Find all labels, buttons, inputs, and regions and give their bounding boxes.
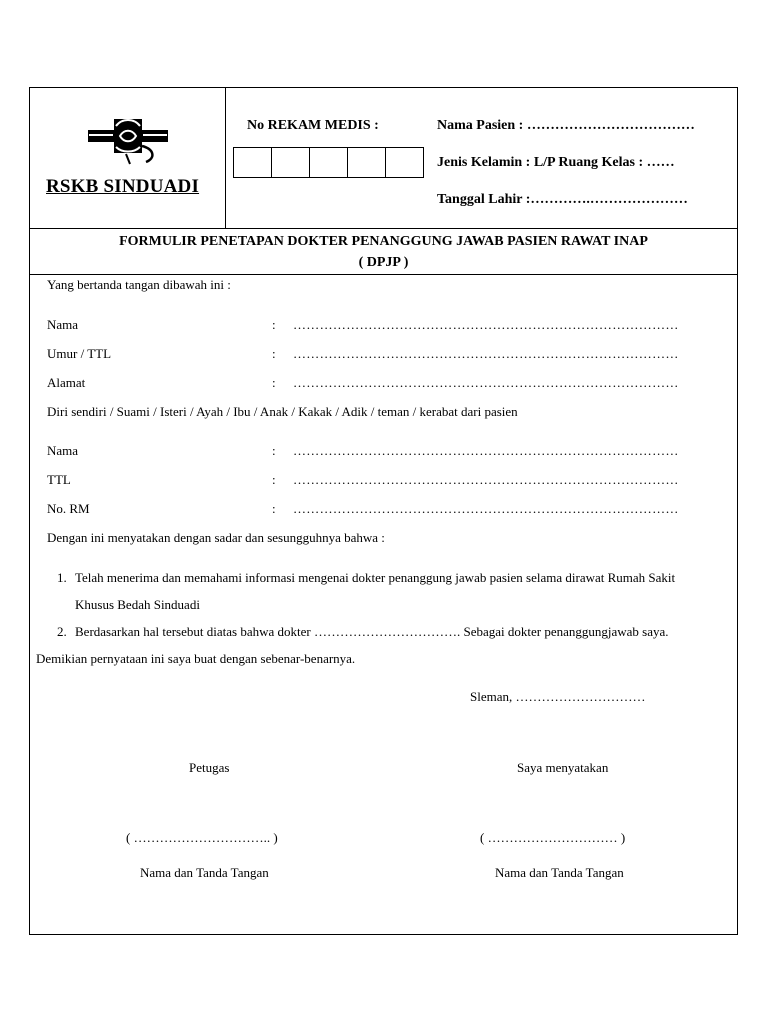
intro-text: Yang bertanda tangan dibawah ini : — [47, 277, 231, 292]
form-title — [30, 228, 737, 275]
form-title-line1: FORMULIR PENETAPAN DOKTER PENANGGUNG JAWAB PASIEN RAWAT INAP — [119, 234, 648, 249]
rekam-medis-digit-box[interactable] — [347, 147, 386, 178]
logo-cell — [30, 88, 226, 228]
patient-name-field[interactable]: …………………………………………………………………………… — [293, 443, 679, 458]
signer-age-field[interactable]: …………………………………………………………………………… — [293, 346, 679, 361]
signer-address-field[interactable]: …………………………………………………………………………… — [293, 375, 679, 390]
statement-text: Dengan ini menyatakan dengan sadar dan sesungguhnya bahwa : — [47, 530, 385, 545]
form-title-line2: ( DPJP ) — [358, 255, 409, 270]
rekam-medis-digit-box[interactable] — [233, 147, 272, 178]
nama-pasien-field[interactable]: Nama Pasien : ……………………………… — [437, 118, 695, 133]
colon: : — [272, 317, 276, 332]
jenis-kelamin-field[interactable]: Jenis Kelamin : L/P Ruang Kelas : …… — [437, 155, 675, 170]
colon: : — [272, 501, 276, 516]
petugas-signature-caption: Nama dan Tanda Tangan — [140, 865, 269, 880]
colon: : — [272, 346, 276, 361]
patient-ttl-label: TTL — [47, 472, 71, 487]
hospital-name: RSKB SINDUADI — [46, 176, 200, 197]
declarant-signature-blank[interactable]: ( ………………………… ) — [480, 830, 626, 845]
rekam-medis-label: No REKAM MEDIS : — [247, 118, 379, 133]
tanggal-lahir-field[interactable]: Tanggal Lahir :………….………………… — [437, 192, 688, 207]
form-header — [30, 88, 737, 229]
item2-text: Berdasarkan hal tersebut diatas bahwa dokter ……………………………. Sebagai dokter penanggungjawab saya. — [75, 624, 669, 639]
place-date-field[interactable]: Sleman, ………………………… — [470, 689, 646, 704]
saya-menyatakan-label: Saya menyatakan — [517, 760, 609, 775]
hospital-logo-icon — [86, 116, 170, 166]
rekam-medis-digit-box[interactable] — [271, 147, 310, 178]
relation-text: Diri sendiri / Suami / Isteri / Ayah / Ibu / Anak / Kakak / Adik / teman / kerabat dari pasien — [47, 404, 518, 419]
patient-rm-field[interactable]: …………………………………………………………………………… — [293, 501, 679, 516]
signer-age-label: Umur / TTL — [47, 346, 112, 361]
closing-text: Demikian pernyataan ini saya buat dengan sebenar-benarnya. — [36, 651, 356, 666]
rekam-medis-digit-box[interactable] — [385, 147, 424, 178]
rekam-medis-boxes — [233, 147, 423, 178]
signer-address-label: Alamat — [47, 375, 86, 390]
signer-name-field[interactable]: …………………………………………………………………………… — [293, 317, 679, 332]
item-number: 2. — [57, 624, 67, 639]
petugas-label: Petugas — [189, 760, 230, 775]
declarant-signature-caption: Nama dan Tanda Tangan — [495, 865, 624, 880]
colon: : — [272, 443, 276, 458]
colon: : — [272, 375, 276, 390]
petugas-signature-blank[interactable]: ( ………………………….. ) — [126, 830, 278, 845]
rekam-medis-digit-box[interactable] — [309, 147, 348, 178]
patient-name-label: Nama — [47, 443, 79, 458]
signer-name-label: Nama — [47, 317, 79, 332]
item1-text-cont: Khusus Bedah Sinduadi — [75, 597, 200, 612]
item1-text: Telah menerima dan memahami informasi mengenai dokter penanggung jawab pasien selama dirawat Rumah Sakit — [75, 570, 676, 585]
item-number: 1. — [57, 570, 67, 585]
patient-ttl-field[interactable]: …………………………………………………………………………… — [293, 472, 679, 487]
patient-rm-label: No. RM — [47, 501, 90, 516]
colon: : — [272, 472, 276, 487]
dpjp-form — [29, 87, 738, 935]
